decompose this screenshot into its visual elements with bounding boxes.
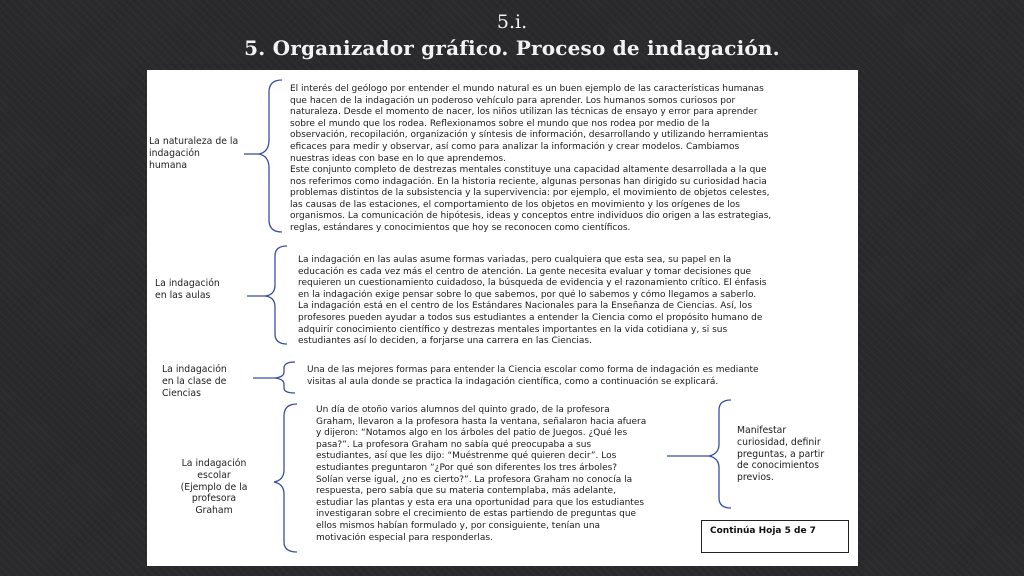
paragraph-clase-ciencias: Una de las mejores formas para entender la Ciencia escolar como forma de indagación es mediante visitas al aula donde se practica la indagación científica, como a continuación se explicará. (307, 365, 759, 387)
brace-clase (275, 362, 295, 393)
label-clase-ciencias: La indagación en la clase de Ciencias (162, 364, 227, 399)
brace-naturaleza (259, 80, 282, 232)
brace-side-note (709, 400, 731, 508)
paragraph-graham: Un día de otoño varios alumnos del quinto grado, de la profesora Graham, llevaron a la profesora hasta la ventana, señalaron hacia afuera y dijeron: “Notamos algo en los árboles del patio de Juegos. ¿Qué les pasa?”. La profesora Graham no sabía qué preocupaba a sus estudiantes, así que les dijo: “Muéstrenme qué quieren decir”. Los estudiantes preguntaron “¿Por qué son diferentes los tres árboles? Solían verse igual, ¿no es cierto?”. La profesora Graham no conocía la respuesta, pero sabía que su materia contemplaba, más adelante, estudiar las plantas y esta era una oportunidad para que los estudiantes investigaran sobre el crecimiento de estas partiendo de preguntas que ellos mismos habían formulado y, por consiguiente, tenían una motivación especial para responderlas. (316, 405, 647, 543)
label-aulas: La indagación en las aulas (155, 278, 220, 301)
label-naturaleza: La naturaleza de la indagación humana (149, 136, 239, 171)
paragraph-naturaleza-2: Este conjunto completo de destrezas mentales constituye una capacidad altamente desarrollada a la que nos referimos como indagación. En la historia reciente, algunas personas han dirigido su curiosidad hacia problemas distintos de la subsistencia y la supervivencia: por ejemplo, el movimiento de objetos celestes, las causas de las estaciones, el comportamiento de los objetos en movimiento y los orígenes de los organismos. La comunicación de hipótesis, ideas y conceptos entre individuos dio origen a las estrategias, reglas, estándares y conocimientos que hoy se reconocen como científicos. (290, 165, 772, 233)
brace-escolar (274, 404, 297, 552)
slide-number: 5.i. (496, 11, 528, 33)
brace-aulas (265, 246, 287, 344)
paragraph-aulas: La indagación en las aulas asume formas variadas, pero cualquiera que esta sea, su papel en la educación es cada vez más el centro de atención. La gente necesita evaluar y tomar decisiones que requieren un cuestionamiento cuidadoso, la búsqueda de evidencia y el razonamiento crítico. El énfasis en la indagación exige pensar sobre lo que sabemos, por qué lo sabemos y cómo llegamos a saberlo. La indagación está en el centro de los Estándares Nacionales para la Enseñanza de Ciencias. Así, los profesores pueden ayudar a todos sus estudiantes a entender la Ciencia como el propósito humano de adquirir conocimiento científico y destrezas mentales importantes en la vida cotidiana y, si sus estudiantes así lo deciden, a forjarse una carrera en las Ciencias. (298, 255, 767, 347)
side-note: Manifestar curiosidad, definir preguntas, a partir de conocimientos previos. (737, 425, 825, 484)
continue-note: Continúa Hoja 5 de 7 (701, 520, 849, 553)
slide-title: 5. Organizador gráfico. Proceso de indagación. (244, 36, 780, 60)
organizer-document (147, 70, 858, 566)
paragraph-naturaleza-1: El interés del geólogo por entender el mundo natural es un buen ejemplo de las características humanas que hacen de la indagación un poderoso vehículo para aprender. Los humanos somos curiosos por naturaleza. Desde el momento de nacer, los niños utilizan las técnicas de ensayo y error para aprender sobre el mundo que los rodea. Reflexionamos sobre el mundo que nos rodea por medio de la observación, recopilación, organización y síntesis de información, desarrollando y utilizando herramientas eficaces para medir y observar, así como para analizar la información y crear modelos. Cambiamos nuestras ideas con base en lo que aprendemos. (290, 84, 769, 164)
slide-header (0, 10, 1024, 62)
label-indagacion-escolar: La indagación escolar (Ejemplo de la profesora Graham (180, 458, 248, 517)
